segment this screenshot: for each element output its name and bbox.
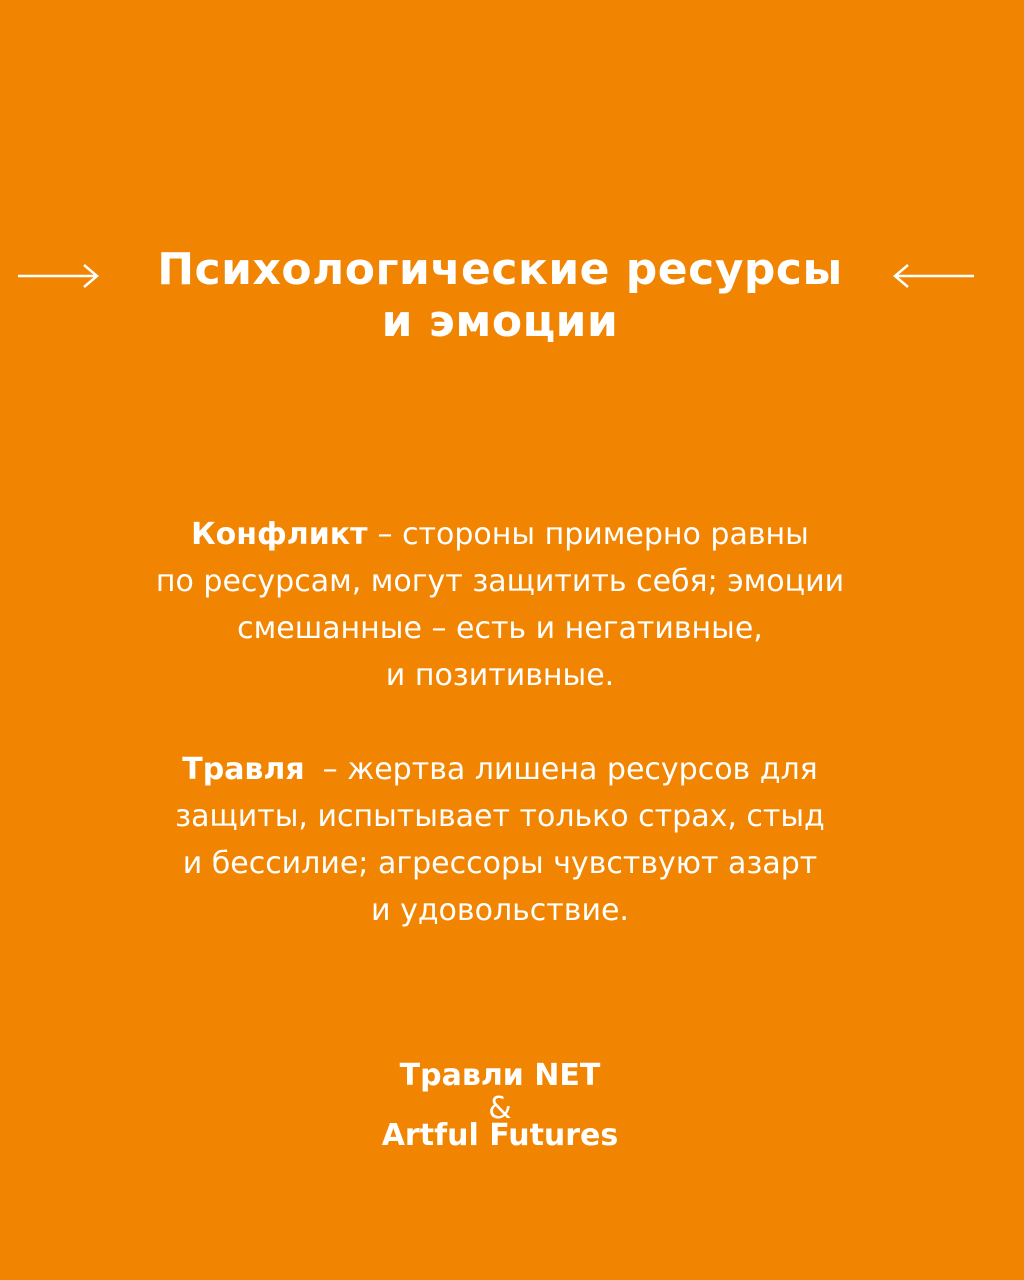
brand-name-1: Травли NET	[399, 1058, 601, 1093]
conflict-line-2: по ресурсам, могут защитить себя; эмоции	[155, 564, 845, 599]
arrow-left-icon	[892, 262, 976, 290]
conflict-line-1	[80, 511, 920, 558]
title-line-1: Психологические ресурсы	[157, 244, 843, 295]
bullying-line-2: защиты, испытывает только страх, стыд	[175, 799, 825, 834]
brand-name-2: Artful Futures	[381, 1118, 619, 1153]
bullying-line-3: и бессилие; агрессоры чувствуют азарт	[182, 846, 818, 881]
bullying-paragraph	[80, 746, 920, 934]
conflict-paragraph	[80, 511, 920, 699]
brand-ampersand: &	[488, 1091, 512, 1126]
conflict-term: Конфликт	[191, 517, 368, 552]
conflict-line-4: и позитивные.	[385, 658, 615, 693]
bullying-term: Травля	[182, 752, 305, 787]
title-line-2: и эмоции	[381, 296, 619, 347]
bullying-line-1	[80, 746, 920, 793]
footer-brand	[300, 1058, 700, 1154]
bullying-line-4: и удовольствие.	[371, 893, 629, 928]
conflict-line-3: смешанные – есть и негативные,	[237, 611, 763, 646]
conflict-text-1: – стороны примерно равны	[377, 517, 809, 552]
bullying-text-1: – жертва лишена ресурсов для	[322, 752, 818, 787]
arrow-right-icon	[16, 262, 100, 290]
slide-title	[100, 244, 900, 348]
